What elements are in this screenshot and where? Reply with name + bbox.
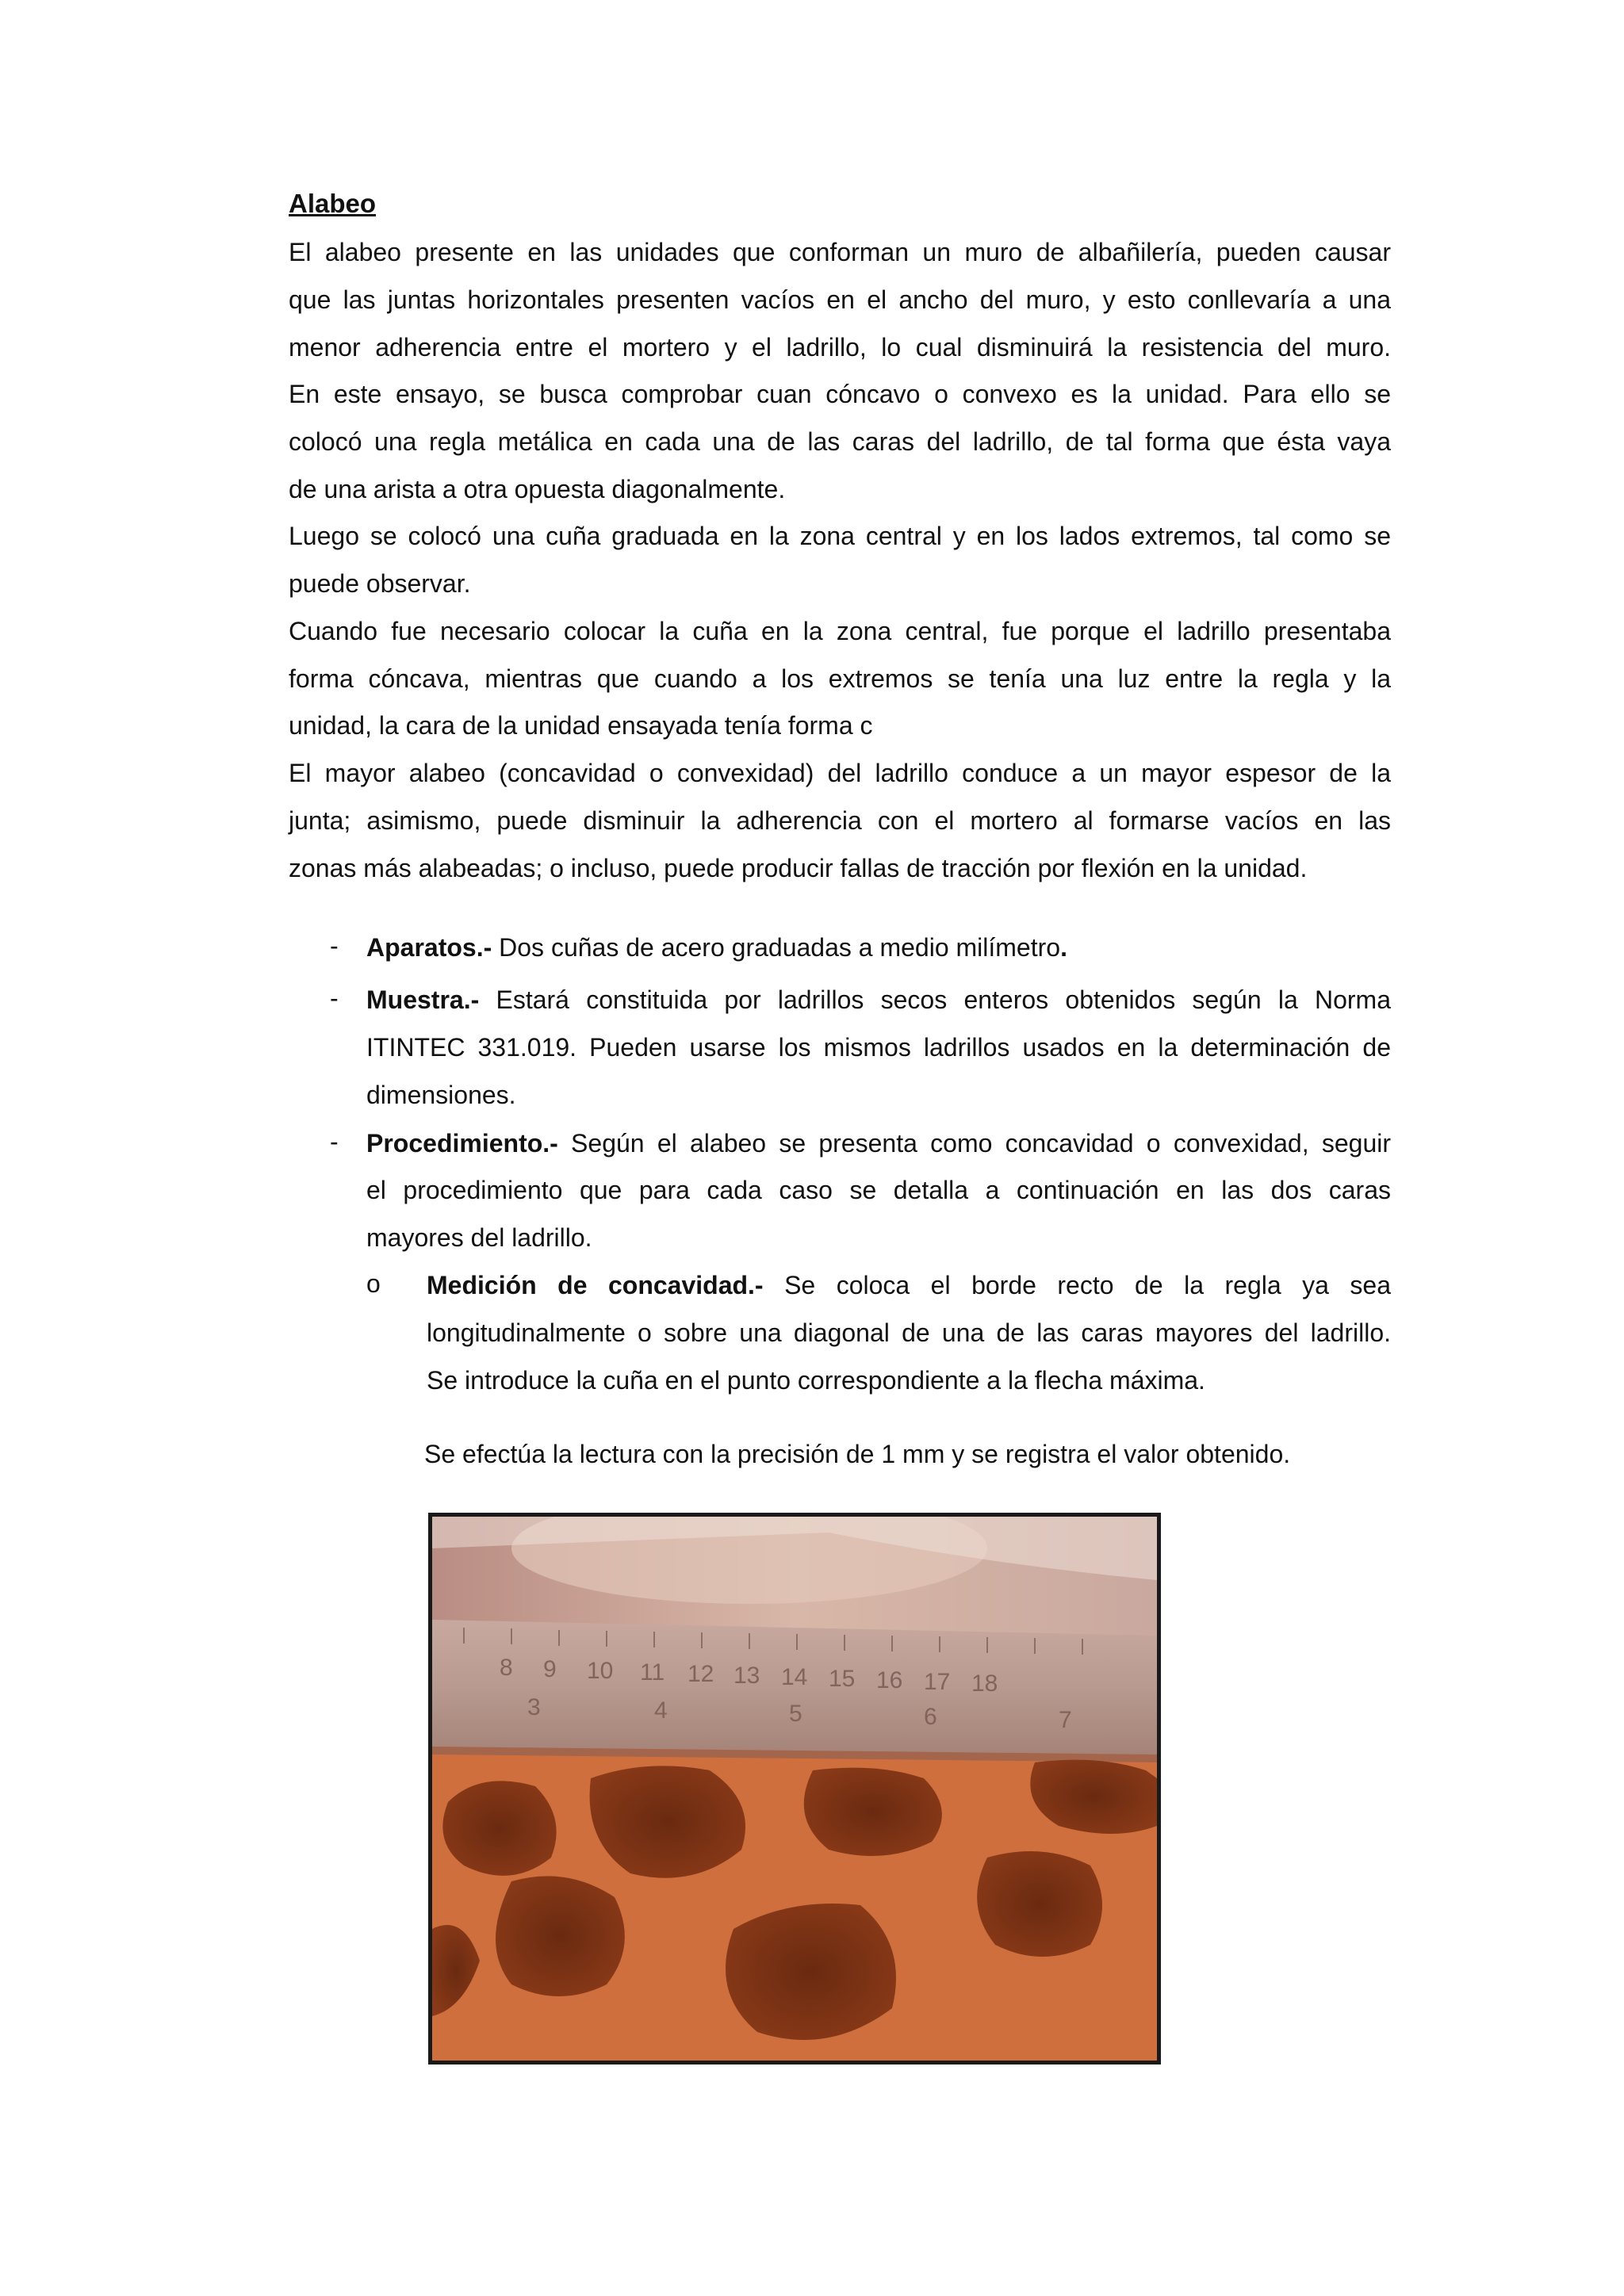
sub-item-line: longitudinalmente o sobre una diagonal de una de las caras mayores del ladrillo. [427,1318,1391,1347]
ruler-label-in: 7 [1059,1707,1072,1733]
paragraph-line: En este ensayo, se busca comprobar cuan cóncavo o convexo es la unidad. Para ello se [289,380,1391,408]
item-label: Procedimiento.- [366,1129,558,1158]
ruler-label-cm: 15 [829,1666,856,1692]
ruler-label-cm: 16 [876,1667,903,1693]
ruler-label-in: 6 [924,1704,937,1730]
list-bullet: - [330,984,339,1012]
sub-bullet: o [366,1269,381,1298]
paragraph-line: menor adherencia entre el mortero y el ladrillo, lo cual disminuirá la resistencia del muro. [289,333,1391,362]
paragraph-line: Cuando fue necesario colocar la cuña en la zona central, fue porque el ladrillo presentaba [289,617,1391,645]
ruler-label-cm: 10 [587,1658,614,1684]
paragraph-line: colocó una regla metálica en cada una de las caras del ladrillo, de tal forma que ésta vaya [289,427,1391,456]
ruler-label-cm: 13 [733,1663,760,1689]
ruler-label-cm: 8 [500,1655,513,1681]
sub-item-line: Se introduce la cuña en el punto correspondiente a la flecha máxima. [427,1366,1205,1395]
list-item-procedimiento [366,1127,1391,1159]
item-text: Se coloca el borde recto de la regla ya sea [763,1271,1392,1299]
reading-note: Se efectúa la lectura con la precisión de 1 mm y se registra el valor obtenido. [424,1440,1291,1468]
list-item-aparatos [366,932,1391,963]
list-item-line: dimensiones. [366,1081,516,1109]
item-label: Muestra.- [366,985,480,1014]
brick-ruler-photo [428,1513,1161,2064]
paragraph-line: El mayor alabeo (concavidad o convexidad) del ladrillo conduce a un mayor espesor de la [289,759,1391,787]
list-bullet: - [330,1127,339,1156]
sub-item-medicion [427,1269,1391,1301]
section-heading: Alabeo [289,189,377,218]
paragraph-line: El alabeo presente en las unidades que conforman un muro de albañilería, pueden causar [289,238,1391,266]
item-text: Estará constituida por ladrillos secos enteros obtenidos según la Norma [479,985,1391,1014]
item-end: . [1060,933,1067,962]
ruler-label-cm: 14 [781,1664,808,1690]
ruler-label-cm: 12 [688,1661,714,1687]
paragraph-line: junta; asimismo, puede disminuir la adherencia con el mortero al formarse vacíos en las [289,806,1391,835]
ruler-label-cm: 9 [543,1656,557,1682]
paragraph-line: que las juntas horizontales presenten vacíos en el ancho del muro, y esto conllevaría a una [289,285,1391,314]
ruler-label-in: 5 [789,1701,802,1727]
paragraph-line: puede observar. [289,569,471,598]
item-text: Dos cuñas de acero graduadas a medio milímetro [492,933,1061,962]
ruler-label-cm: 18 [971,1670,998,1697]
ruler-label-cm: 17 [924,1669,951,1695]
list-bullet: - [330,932,339,960]
item-label: Aparatos.- [366,933,492,962]
paragraph-line: de una arista a otra opuesta diagonalmente. [289,475,786,503]
list-item-line: mayores del ladrillo. [366,1223,592,1252]
ruler-label-in: 3 [527,1694,541,1720]
paragraph-line: Luego se colocó una cuña graduada en la zona central y en los lados extremos, tal como se [289,522,1391,550]
paragraph-line: forma cóncava, mientras que cuando a los extremos se tenía una luz entre la regla y la [289,664,1391,693]
photo-illustration [432,1517,1157,2061]
list-item-muestra [366,984,1391,1016]
paragraph-line: zonas más alabeadas; o incluso, puede producir fallas de tracción por flexión en la unidad. [289,854,1308,882]
ruler-label-cm: 11 [640,1659,665,1686]
paragraph-line: unidad, la cara de la unidad ensayada tenía forma c [289,711,873,740]
item-text: Según el alabeo se presenta como concavidad o convexidad, seguir [557,1129,1391,1158]
ruler-label-in: 4 [654,1697,668,1724]
item-label: Medición de concavidad.- [427,1271,764,1299]
list-item-line: el procedimiento que para cada caso se detalla a continuación en las dos caras [366,1176,1391,1204]
list-item-line: ITINTEC 331.019. Pueden usarse los mismos ladrillos usados en la determinación de [366,1033,1391,1062]
